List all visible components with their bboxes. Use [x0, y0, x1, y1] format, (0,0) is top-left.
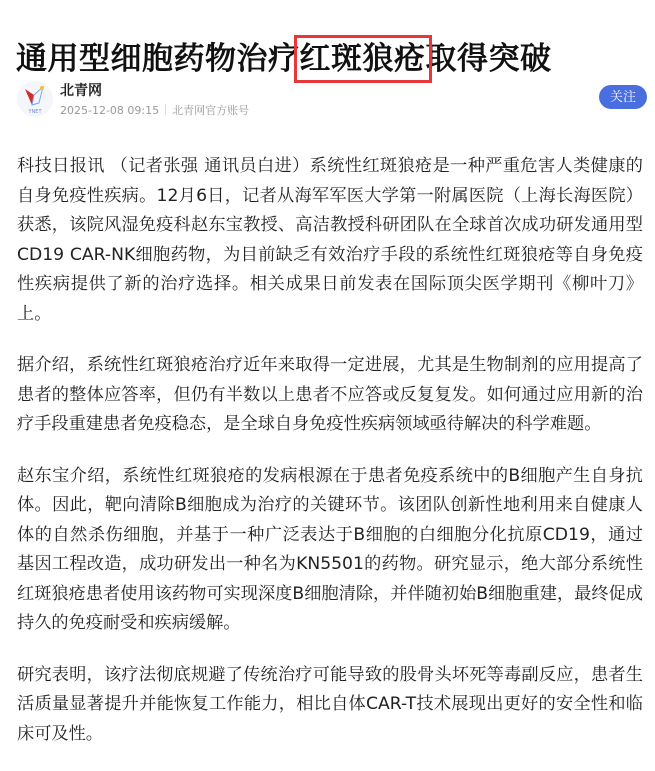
paragraph: 赵东宝介绍，系统性红斑狼疮的发病根源在于患者免疫系统中的B细胞产生自身抗体。因此，靶向清除B细胞成为治疗的关键环节。该团队创新性地利用来自健康人体的自然杀伤细胞，并基于一种广泛表达于B细胞的白细胞分化抗原CD19，通过基因工程改造，成功研发出一种名为KN5501的药物。研究显示，绝大部分系统性红斑狼疮患者使用该药物可实现深度B细胞清除，并伴随初始B细胞重建，最终促成持久的免疫耐受和疾病缓解。: [17, 465, 643, 633]
title-highlight: 红斑狼疮: [299, 40, 426, 77]
account-type: 北青网官方账号: [172, 104, 250, 117]
post-date: 2025-12-08 09:15: [60, 104, 160, 117]
ynet-logo-icon: [17, 81, 53, 117]
article-body: [17, 152, 643, 771]
follow-button[interactable]: 关注: [599, 85, 647, 109]
divider: [165, 104, 166, 115]
svg-text:YNET: YNET: [28, 109, 42, 115]
paragraph: 据介绍，系统性红斑狼疮治疗近年来取得一定进展，尤其是生物制剂的应用提高了患者的整体应答率，但仍有半数以上患者不应答或反复复发。如何通过应用新的治疗手段重建患者免疫稳态，是全球自身免疫性疾病领域亟待解决的科学难题。: [17, 355, 643, 434]
paragraph: 研究表明，该疗法彻底规避了传统治疗可能导致的股骨头坏死等毒副反应，患者生活质量显著提升并能恢复工作能力，相比自体CAR-T技术展现出更好的安全性和临床可及性。: [17, 664, 643, 744]
paragraph: 科技日报讯 （记者张强 通讯员白进）系统性红斑狼疮是一种严重危害人类健康的自身免疫性疾病。12月6日，记者从海军军医大学第一附属医院（上海长海医院）获悉，该院风湿免疫科赵东宝教授、高洁教授科研团队在全球首次成功研发通用型CD19 CAR-NK细胞药物，为目前缺乏有效治疗手段的系统性红斑狼疮等自身免疫性疾病提供了新的治疗选择。相关成果日前发表在国际顶尖医学期刊《柳叶刀》上。: [17, 156, 643, 324]
author-avatar[interactable]: [17, 81, 53, 117]
title-text: 取得突破: [425, 40, 552, 77]
post-meta: [60, 102, 249, 118]
author-name[interactable]: 北青网: [60, 83, 102, 99]
article-title: [16, 33, 552, 78]
author-bar: [17, 80, 639, 120]
title-text: 通用型细胞药物治疗: [16, 40, 300, 77]
